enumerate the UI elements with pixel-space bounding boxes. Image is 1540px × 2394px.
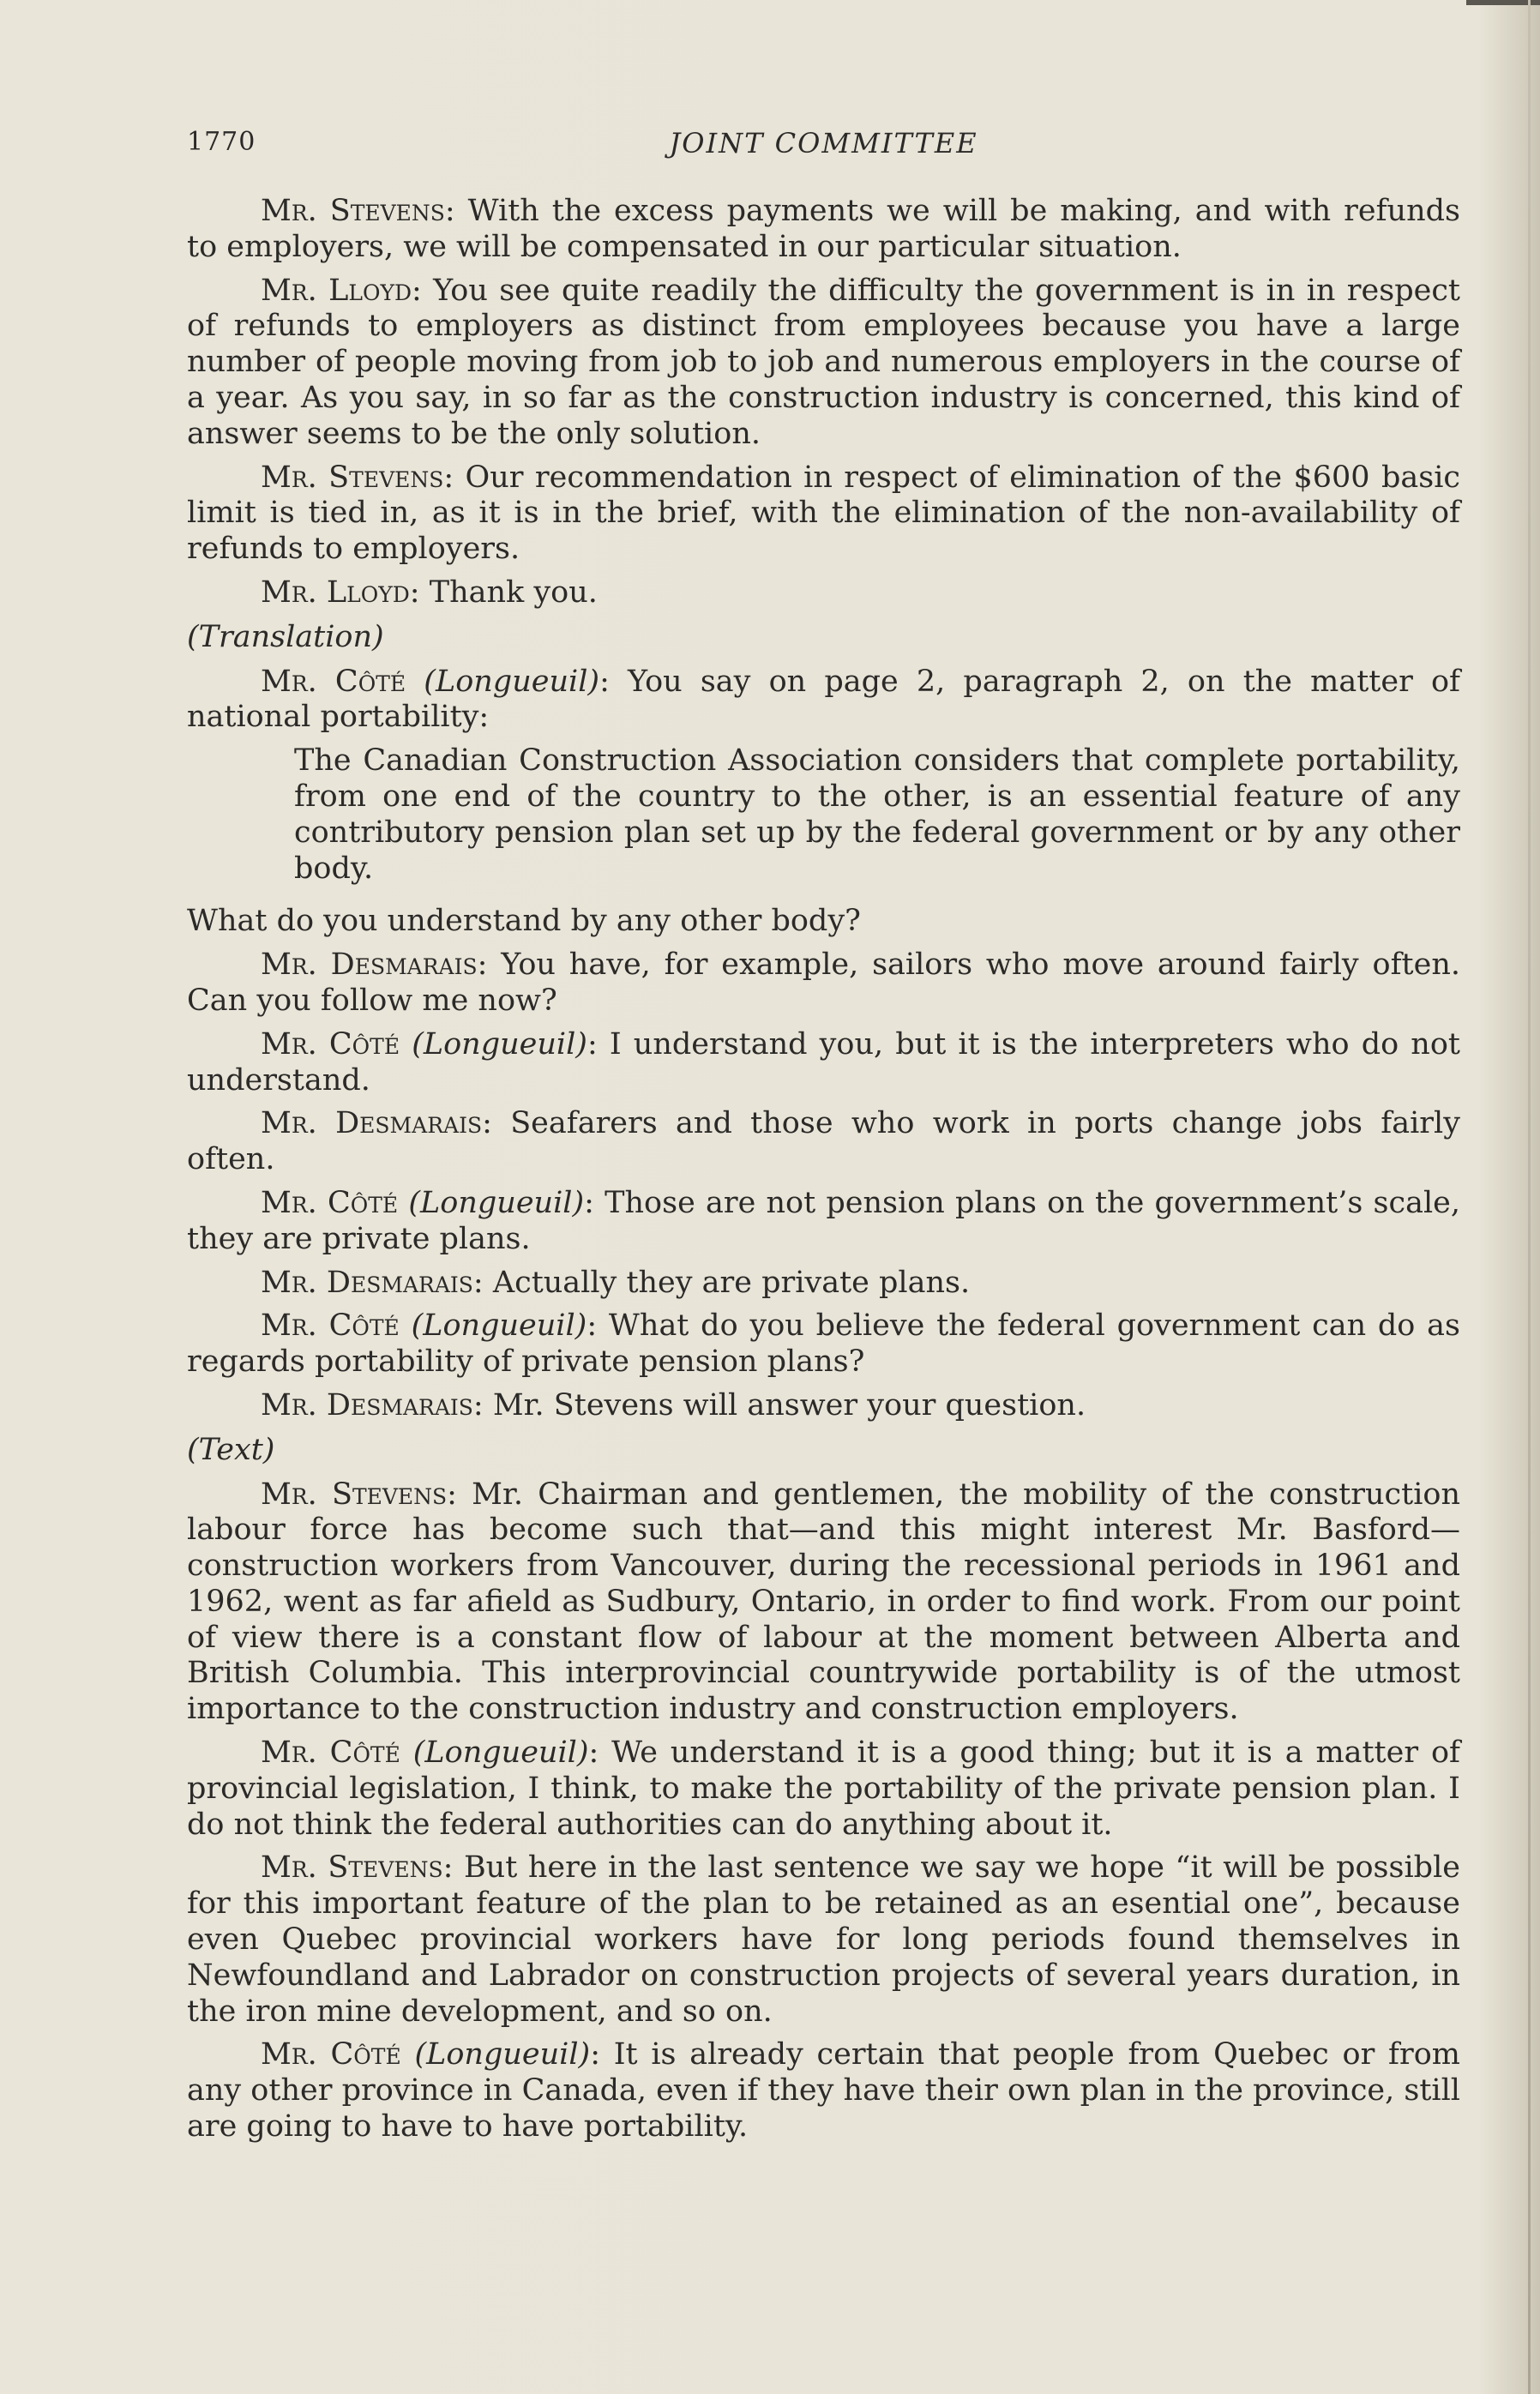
section-heading: (Text) [187, 1432, 275, 1467]
speech-text: You have, for example, sailors who move around fairly often. Can you follow me now? [187, 947, 1460, 1018]
speech-paragraph [187, 1735, 1460, 1843]
speech-paragraph [187, 1388, 1460, 1424]
speech-text: : What do you believe the federal government can do as regards portability of private pension plans? [187, 1308, 1460, 1380]
speaker-name: Mr. Lloyd: [261, 574, 420, 610]
speaker-riding: (Longueuil) [424, 664, 600, 699]
speech-text: : It is already certain that people from Quebec or from any other province in Canada, even if they have their own plan in the province, still are going to have to have portability. [187, 2037, 1460, 2144]
speech-paragraph [187, 460, 1460, 568]
speech-text: You see quite readily the difficulty the government is in in respect of refunds to employers as distinct from employees because you have a large number of people moving from job to job and numerous employers in the course of a year. As you say, in so far as the construction industry is concerned, this kind of answer seems to be the only solution. [187, 273, 1460, 451]
speaker-riding: (Longueuil) [414, 2037, 591, 2072]
speaker-riding: (Longueuil) [412, 1026, 587, 1062]
speech-paragraph [187, 194, 1460, 266]
running-head: JOINT COMMITTEE [669, 127, 978, 159]
speech-paragraph [187, 1308, 1460, 1380]
speech-text: Thank you. [419, 574, 598, 610]
speech-text: : You say on page 2, paragraph 2, on the matter of national portability: [187, 664, 1460, 735]
speaker-name: Mr. Desmarais: [261, 1265, 484, 1300]
speech-paragraph [187, 665, 1460, 737]
speaker-name: Mr. Stevens: [261, 1477, 457, 1512]
page-header [187, 120, 1460, 168]
speech-text: : I understand you, but it is the interpreters who do not understand. [187, 1026, 1460, 1098]
section-heading: (Translation) [187, 619, 384, 654]
speaker-name: Mr. Stevens: [261, 194, 455, 228]
speech-paragraph [187, 947, 1460, 1020]
speaker-riding: (Longueuil) [412, 1735, 589, 1771]
speaker-riding: (Longueuil) [408, 1185, 585, 1220]
speech-text: But here in the last sentence we say we hope “it will be possible for this important feature of the plan to be retained as an esential one”, because even Quebec provincial workers have for long periods found themselves in Newfoundland and Labrador on construction projects of several years duration, in the iron mine development, and so on. [187, 1850, 1460, 2029]
speech-text: : We understand it is a good thing; but it is a matter of provincial legislation, I think, to make the portability of the private pension plan. I do not think the federal authorities can do anything about it. [187, 1735, 1460, 1842]
speaker-name: Mr. Côté [261, 1735, 400, 1771]
continuation-paragraph: What do you understand by any other body? [187, 904, 861, 939]
speech-text: With the excess payments we will be making, and with refunds to employers, we will be compensated in our particular situation. [187, 194, 1460, 264]
speech-paragraph [187, 1186, 1460, 1258]
speaker-name: Mr. Stevens: [261, 1850, 454, 1886]
speaker-name: Mr. Côté [261, 664, 406, 699]
speech-text: Seafarers and those who work in ports change jobs fairly often. [187, 1106, 1460, 1177]
speaker-name: Mr. Côté [261, 1308, 400, 1344]
speech-text: Actually they are private plans. [483, 1265, 971, 1300]
speaker-name: Mr. Côté [261, 1026, 400, 1062]
speaker-name: Mr. Côté [261, 2037, 401, 2072]
speech-text: Mr. Stevens will answer your question. [483, 1387, 1086, 1423]
quoted-passage: The Canadian Construction Association considers that complete portability, from one end of the country to the other, is an essential feature of any contributory pension plan set up by the federal government or by any other body. [294, 743, 1460, 886]
speech-paragraph [187, 575, 1460, 611]
speech-text: Our recommendation in respect of elimination of the $600 basic limit is tied in, as it is in the brief, with the elimination of the non-availability of refunds to employers. [187, 460, 1460, 567]
speech-text: Mr. Chairman and gentlemen, the mobility of the construction labour force has become such that—and this might interest Mr. Basford—construction workers from Vancouver, during the recessional periods in 1961 and 1962, went as far afield as Sudbury, Ontario, in order to find work. From our point of view there is a constant flow of labour at the moment between Alberta and British Columbia. This interprovincial countrywide portability is of the utmost importance to the construction industry and construction employers. [187, 1477, 1460, 1727]
transcript-body [187, 194, 1460, 2153]
page-edge-shadow [1528, 0, 1531, 2394]
page-number: 1770 [187, 127, 256, 157]
speech-paragraph [187, 1266, 1460, 1302]
speech-paragraph [187, 1477, 1460, 1729]
speech-paragraph [187, 2037, 1460, 2144]
speech-paragraph [187, 1106, 1460, 1178]
speaker-name: Mr. Lloyd: [261, 273, 422, 308]
speaker-name: Mr. Desmarais: [261, 947, 488, 983]
speech-paragraph [187, 1027, 1460, 1099]
speaker-name: Mr. Côté [261, 1185, 399, 1220]
speech-paragraph [187, 1850, 1460, 2030]
speech-paragraph [187, 274, 1460, 453]
speaker-name: Mr. Desmarais: [261, 1106, 492, 1141]
speech-text: : Those are not pension plans on the government’s scale, they are private plans. [187, 1185, 1460, 1256]
speaker-name: Mr. Stevens: [261, 460, 454, 495]
speaker-riding: (Longueuil) [411, 1308, 587, 1344]
speaker-name: Mr. Desmarais: [261, 1387, 484, 1423]
